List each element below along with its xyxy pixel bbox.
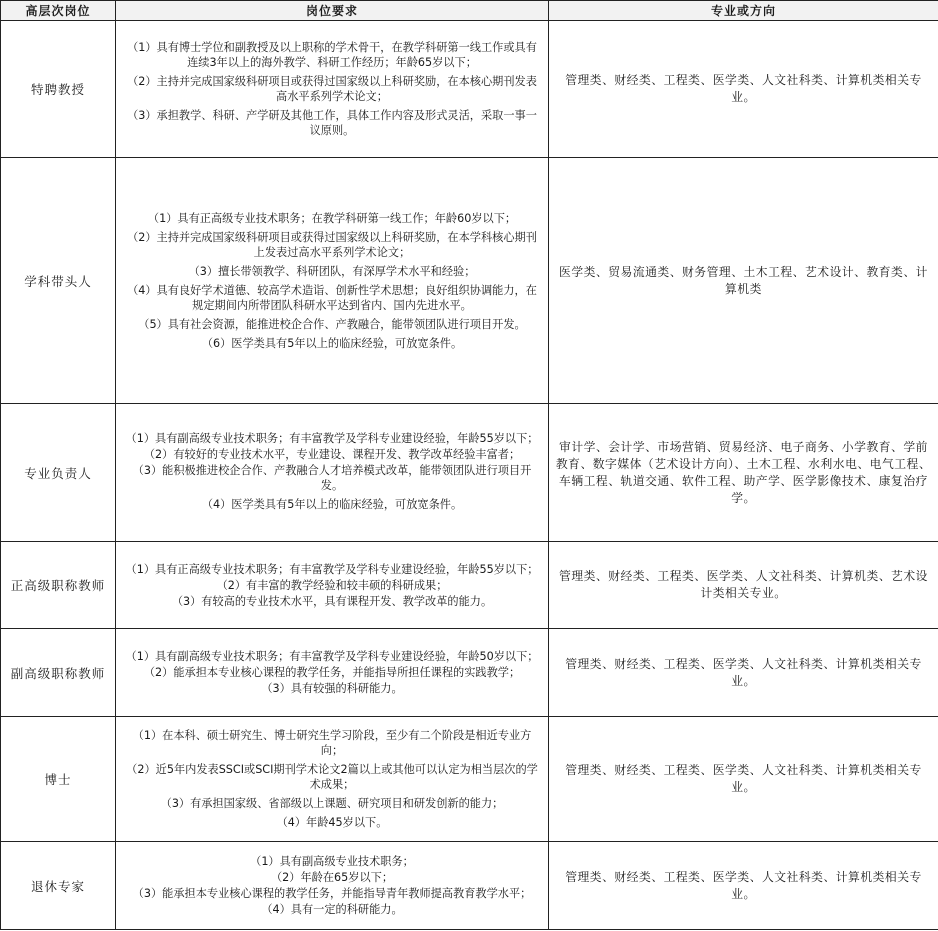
table-row — [1, 717, 938, 842]
requirement-item: （6）医学类具有5年以上的临床经验，可放宽条件。 — [201, 336, 463, 350]
requirements-cell — [116, 542, 549, 629]
requirement-item: （3）擅长带领教学、科研团队，有深厚学术水平和经验； — [188, 264, 476, 278]
header-requirements: 岗位要求 — [116, 1, 549, 21]
requirement-item: （3）有承担国家级、省部级以上课题、研究项目和研发创新的能力； — [160, 797, 504, 810]
requirements-cell — [116, 717, 549, 842]
requirement-item: （2）主持并完成国家级科研项目或获得过国家级以上科研奖励，在本核心期刊发表高水平系列学术论文； — [127, 75, 537, 103]
requirement-item: （1）具有副高级专业技术职务；有丰富教学及学科专业建设经验，年龄50岁以下； — [125, 650, 539, 663]
header-row — [1, 1, 938, 21]
requirement-item: （2）近5年内发表SSCI或SCI期刊学术论文2篇以上或其他可以认定为相当层次的学术成果； — [126, 763, 538, 791]
requirement-item: （2）有丰富的教学经验和较丰硕的科研成果； — [216, 578, 448, 592]
table-row — [1, 842, 938, 930]
majors-cell: 管理类、财经类、工程类、医学类、人文社科类、计算机类相关专业。 — [549, 842, 938, 930]
requirement-item: （4）具有良好学术道德、较高学术造诣、创新性学术思想；良好组织协调能力，在规定期间内所带团队科研水平达到省内、国内先进水平。 — [127, 283, 537, 312]
majors-cell: 管理类、财经类、工程类、医学类、人文社科类、计算机类相关专业。 — [549, 629, 938, 717]
header-majors: 专业或方向 — [549, 1, 938, 21]
majors-cell: 管理类、财经类、工程类、医学类、人文社科类、计算机类相关专业。 — [549, 717, 938, 842]
position-cell: 特聘教授 — [1, 21, 116, 158]
requirement-item: （3）有较高的专业技术水平，具有课程开发、教学改革的能力。 — [171, 594, 493, 608]
requirement-item: （2）有较好的专业技术水平，专业建设、课程开发、教学改革经验丰富者； — [143, 447, 521, 461]
position-cell: 学科带头人 — [1, 158, 116, 404]
requirements-cell — [116, 629, 549, 717]
requirement-item: （1）具有副高级专业技术职务； — [250, 855, 414, 868]
requirement-item: （2）年龄在65岁以下； — [270, 871, 394, 884]
position-cell: 博士 — [1, 717, 116, 842]
requirement-item: （1）具有正高级专业技术职务；在教学科研第一线工作；年龄60岁以下； — [147, 211, 517, 225]
requirement-item: （1）具有正高级专业技术职务；有丰富教学及学科专业建设经验，年龄55岁以下； — [125, 562, 539, 576]
table-row — [1, 21, 938, 158]
requirements-cell — [116, 404, 549, 542]
requirements-cell — [116, 158, 549, 404]
majors-cell: 管理类、财经类、工程类、医学类、人文社科类、计算机类相关专业。 — [549, 21, 938, 158]
requirement-item: （2）主持并完成国家级科研项目或获得过国家级以上科研奖励，在本学科核心期刊上发表过高水平系列学术论文； — [127, 230, 537, 259]
majors-cell: 审计学、会计学、市场营销、贸易经济、电子商务、小学教育、学前教育、数字媒体（艺术设计方向）、土木工程、水利水电、电气工程、车辆工程、轨道交通、软件工程、助产学、医学影像技术、康复治疗学。 — [549, 404, 938, 542]
requirement-item: （1）在本科、硕士研究生、博士研究生学习阶段，至少有二个阶段是相近专业方向； — [132, 729, 532, 757]
requirement-item: （4）具有一定的科研能力。 — [261, 903, 403, 916]
position-cell: 专业负责人 — [1, 404, 116, 542]
majors-cell: 管理类、财经类、工程类、医学类、人文社科类、计算机类、艺术设计类相关专业。 — [549, 542, 938, 629]
requirement-item: （2）能承担本专业核心课程的教学任务，并能指导所担任课程的实践教学； — [143, 666, 521, 679]
requirements-cell — [116, 21, 549, 158]
requirement-item: （3）具有较强的科研能力。 — [261, 682, 403, 695]
requirement-item: （3）能积极推进校企合作、产教融合人才培养模式改革，能带领团队进行项目开发。 — [132, 463, 532, 492]
header-position: 高层次岗位 — [1, 1, 116, 21]
requirement-item: （1）具有博士学位和副教授及以上职称的学术骨干，在教学科研第一线工作或具有连续3年以上的海外教学、科研工作经历；年龄65岁以下； — [127, 41, 537, 69]
position-cell: 正高级职称教师 — [1, 542, 116, 629]
requirement-item: （4）医学类具有5年以上的临床经验，可放宽条件。 — [201, 497, 463, 511]
table-row — [1, 158, 938, 404]
requirement-item: （1）具有副高级专业技术职务；有丰富教学及学科专业建设经验，年龄55岁以下； — [125, 431, 539, 445]
majors-cell: 医学类、贸易流通类、财务管理、土木工程、艺术设计、教育类、计算机类 — [549, 158, 938, 404]
table-row — [1, 542, 938, 629]
requirement-item: （5）具有社会资源，能推进校企合作、产教融合，能带领团队进行项目开发。 — [138, 317, 526, 331]
position-cell: 副高级职称教师 — [1, 629, 116, 717]
position-cell: 退休专家 — [1, 842, 116, 930]
requirement-item: （3）承担教学、科研、产学研及其他工作，具体工作内容及形式灵活，采取一事一议原则。 — [127, 109, 537, 137]
requirements-cell — [116, 842, 549, 930]
table-row — [1, 404, 938, 542]
requirement-item: （4）年龄45岁以下。 — [276, 816, 388, 829]
requirement-item: （3）能承担本专业核心课程的教学任务，并能指导青年教师提高教育教学水平； — [132, 887, 532, 900]
table-row — [1, 629, 938, 717]
